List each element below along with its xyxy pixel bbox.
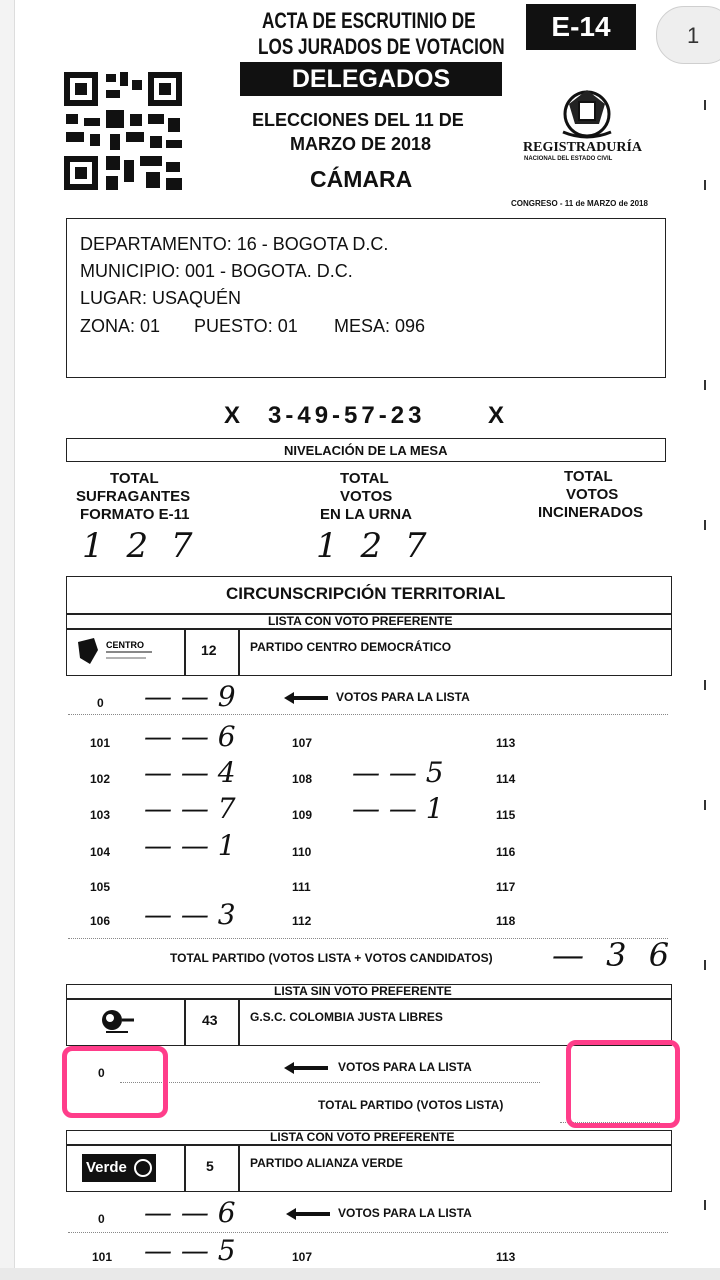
candidate-number: 110 [292, 845, 312, 859]
candidate-votes: — — 4 [144, 756, 236, 789]
lista-pref-label-1: LISTA CON VOTO PREFERENTE [268, 614, 453, 628]
title-line2: LOS JURADOS DE VOTACION [258, 34, 505, 59]
code-value: 3-49-57-23 [268, 402, 426, 429]
sufragantes-value: 1 2 7 [82, 526, 199, 566]
mesa: MESA: 096 [334, 316, 426, 336]
highlight-list-votes [62, 1046, 168, 1118]
party3-cand-113: 113 [496, 1250, 516, 1264]
incinerados-label-1: TOTAL [564, 468, 613, 485]
candidate-number: 115 [496, 808, 516, 822]
party3-name: PARTIDO ALIANZA VERDE [250, 1156, 403, 1170]
candidate-votes: — — 1 [144, 829, 236, 862]
party1-votos-lista-label: VOTOS PARA LA LISTA [336, 690, 470, 704]
party3-cand-101-votes: — — 5 [144, 1234, 236, 1267]
candidate-number: 118 [496, 914, 516, 928]
candidate-votes: — — 7 [144, 792, 236, 825]
lugar: LUGAR: USAQUÉN [80, 288, 242, 308]
centro-democratico-logo-icon [76, 636, 156, 666]
coat-of-arms-icon [555, 84, 619, 140]
candidate-number: 105 [90, 880, 111, 894]
code-left-x: X [224, 402, 241, 429]
candidate-number: 109 [292, 808, 313, 822]
party1-total-value: — 3 6 [552, 936, 676, 974]
left-page-edge [0, 0, 15, 1280]
registraduria-sub: NACIONAL DEL ESTADO CIVIL [524, 156, 613, 162]
registraduria-label: REGISTRADURÍA [523, 140, 643, 155]
delegados-banner: DELEGADOS [240, 62, 502, 96]
zona: ZONA: 01 [80, 316, 161, 336]
lista-pref-label-2: LISTA CON VOTO PREFERENTE [270, 1130, 455, 1144]
party2-votos-lista-label: VOTOS PARA LA LISTA [338, 1060, 472, 1074]
qr-code-icon [62, 70, 184, 192]
page-badge[interactable] [656, 6, 720, 64]
party3-list-code: 0 [98, 1212, 105, 1226]
code-right-x: X [488, 402, 505, 429]
urna-label-3: EN LA URNA [320, 506, 412, 523]
alianza-verde-logo-icon [82, 1154, 156, 1182]
party3-list-votes: — — 6 [144, 1196, 236, 1229]
puesto: PUESTO: 01 [194, 316, 298, 336]
party1-total-label: TOTAL PARTIDO (VOTOS LISTA + VOTOS CANDIDATOS) [170, 951, 493, 965]
party2-list-code: 0 [98, 1066, 105, 1080]
candidate-number: 104 [90, 845, 111, 859]
party3-cand-107: 107 [292, 1250, 313, 1264]
incinerados-label-2: VOTOS [566, 486, 619, 503]
verde-logo-text: Verde [86, 1159, 127, 1176]
candidate-number: 108 [292, 772, 313, 786]
sufragantes-label-2: SUFRAGANTES [76, 488, 191, 505]
candidate-number: 116 [496, 845, 516, 859]
candidate-number: 113 [496, 736, 516, 750]
party1-name: PARTIDO CENTRO DEMOCRÁTICO [250, 640, 452, 654]
chamber-title: CÁMARA [310, 166, 413, 192]
candidate-votes: — — 3 [144, 898, 236, 931]
party1-number: 12 [201, 642, 217, 658]
arrow-shaft [292, 696, 328, 700]
title-line1: ACTA DE ESCRUTINIO DE [262, 8, 476, 33]
candidate-number: 111 [292, 880, 311, 894]
urna-label-2: VOTOS [340, 488, 393, 505]
departamento: DEPARTAMENTO: 16 - BOGOTA D.C. [80, 234, 389, 254]
dotted-divider [68, 714, 668, 715]
congreso-label: CONGRESO - 11 de MARZO de 2018 [511, 199, 648, 208]
arrow-shaft [294, 1212, 330, 1216]
party3-cand-101: 101 [92, 1250, 113, 1264]
candidate-number: 107 [292, 736, 313, 750]
highlight-total-votes [566, 1040, 680, 1128]
bottom-bar [0, 1268, 720, 1280]
candidate-number: 106 [90, 914, 111, 928]
party3-number: 5 [206, 1158, 214, 1174]
candidate-number: 102 [90, 772, 111, 786]
svg-text:CENTRO: CENTRO [106, 640, 144, 650]
candidate-votes: — — 6 [144, 720, 236, 753]
candidate-number: 103 [90, 808, 111, 822]
election-line1: ELECCIONES DEL 11 DE [252, 110, 464, 130]
dotted-divider [68, 1232, 668, 1233]
party3-votos-lista-label: VOTOS PARA LA LISTA [338, 1206, 472, 1220]
lista-sin-pref-label: LISTA SIN VOTO PREFERENTE [274, 984, 452, 998]
dotted-divider [120, 1082, 540, 1083]
candidate-number: 101 [90, 736, 111, 750]
candidate-votes: — — 5 [352, 756, 444, 789]
urna-value: 1 2 7 [316, 526, 433, 566]
party1-list-code: 0 [97, 696, 104, 710]
party2-total-label: TOTAL PARTIDO (VOTOS LISTA) [318, 1098, 504, 1112]
candidate-votes: — — 1 [352, 792, 444, 825]
incinerados-label-3: INCINERADOS [538, 504, 644, 521]
party2-name: G.S.C. COLOMBIA JUSTA LIBRES [250, 1010, 443, 1024]
sufragantes-label-3: FORMATO E-11 [80, 506, 190, 523]
candidate-number: 114 [496, 772, 516, 786]
page-number: 1 [687, 23, 700, 48]
candidate-number: 112 [292, 914, 312, 928]
municipio: MUNICIPIO: 001 - BOGOTA. D.C. [80, 261, 353, 281]
arrow-shaft [292, 1066, 328, 1070]
candidate-number: 117 [496, 880, 516, 894]
circ-title: CIRCUNSCRIPCIÓN TERRITORIAL [226, 584, 506, 603]
sufragantes-label-1: TOTAL [110, 470, 159, 487]
form-code: E-14 [526, 4, 636, 50]
urna-label-1: TOTAL [340, 470, 389, 487]
election-line2: MARZO DE 2018 [290, 134, 432, 154]
party1-list-votes: — — 9 [144, 680, 236, 713]
party2-number: 43 [202, 1012, 218, 1028]
nivelacion-title: NIVELACIÓN DE LA MESA [284, 443, 448, 458]
colombia-justa-logo-icon [98, 1006, 138, 1036]
